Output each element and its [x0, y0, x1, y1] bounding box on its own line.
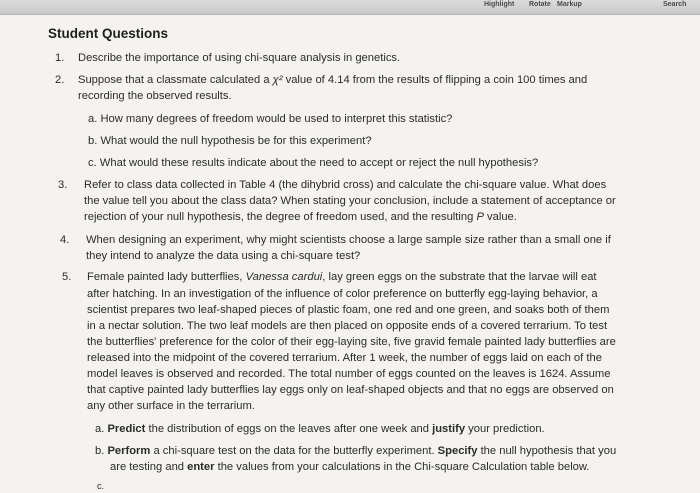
question-5b-line-1: b. Perform a chi-square test on the data for the butterfly experiment. Specify the null hypothesis that you — [95, 445, 617, 457]
question-3-line-3: rejection of your null hypothesis, the degree of freedom used, and the resulting P value. — [84, 211, 517, 223]
rotate-button[interactable]: Rotate — [529, 1, 551, 8]
question-2b: b. What would the null hypothesis be for this experiment? — [88, 135, 372, 147]
question-3-number: 3. — [58, 179, 68, 191]
question-5-line-2: after hatching. In an investigation of the influence of color preference on butterfly egg-laying behavior, a — [87, 288, 598, 300]
question-5b-line-2: are testing and enter the values from your calculations in the Chi-square Calculation table below. — [110, 461, 590, 473]
question-2-line-2: recording the observed results. — [78, 90, 232, 102]
question-3-line-1: Refer to class data collected in Table 4 (the dihybrid cross) and calculate the chi-square value. What does — [84, 179, 607, 191]
highlight-button[interactable]: Highlight — [484, 1, 515, 8]
pdf-toolbar — [0, 0, 700, 15]
question-5a: a. Predict the distribution of eggs on the leaves after one week and justify your prediction. — [95, 423, 545, 435]
question-5-line-6: released into the midpoint of the covered terrarium. After 1 week, the number of eggs laid on each of the — [87, 352, 602, 364]
question-1-text: Describe the importance of using chi-square analysis in genetics. — [78, 52, 401, 64]
document-page — [0, 14, 700, 489]
question-5-line-4: in a nectar solution. The two leaf models are then placed on opposite ends of a covered terrarium. To test — [87, 320, 608, 332]
question-4-number: 4. — [60, 234, 70, 246]
question-2-line-1: Suppose that a classmate calculated a χ² value of 4.14 from the results of flipping a coin 100 times and — [78, 74, 588, 86]
section-heading: Student Questions — [48, 26, 169, 41]
question-5c: c. — [97, 481, 105, 491]
question-2-number: 2. — [55, 74, 65, 86]
markup-button[interactable]: Markup — [557, 1, 582, 8]
question-5-line-7: model leaves is observed and recorded. The total number of eggs counted on the leaves is 1624. Assume — [87, 368, 611, 380]
question-2c: c. What would these results indicate about the need to accept or reject the null hypothesis? — [88, 157, 539, 169]
question-5-line-3: scientist prepares two leaf-shaped pieces of plastic foam, one red and one green, and soaks both of them — [87, 304, 610, 316]
question-5-line-1: Female painted lady butterflies, Vanessa cardui, lay green eggs on the substrate that the larvae will eat — [87, 271, 597, 283]
question-1-number: 1. — [55, 52, 65, 64]
question-5-number: 5. — [62, 271, 72, 283]
question-5-line-9: any other surface in the terrarium. — [87, 400, 255, 412]
question-5-line-5: the butterflies' preference for the color of their egg-laying site, five gravid female painted lady butterflies are — [87, 336, 616, 348]
question-4-line-1: When designing an experiment, why might scientists choose a large sample size rather than a small one if — [86, 234, 611, 246]
question-5-line-8: that captive painted lady butterflies lay eggs only on leaf-shaped objects and that no eggs are observed on — [87, 384, 614, 396]
question-3-line-2: the value tell you about the class data? When stating your conclusion, include a statement of acceptance or — [84, 195, 616, 207]
question-2a: a. How many degrees of freedom would be used to interpret this statistic? — [88, 113, 453, 125]
search-button[interactable]: Search — [663, 1, 687, 8]
question-4-line-2: they intend to analyze the data using a chi-square test? — [86, 250, 361, 262]
